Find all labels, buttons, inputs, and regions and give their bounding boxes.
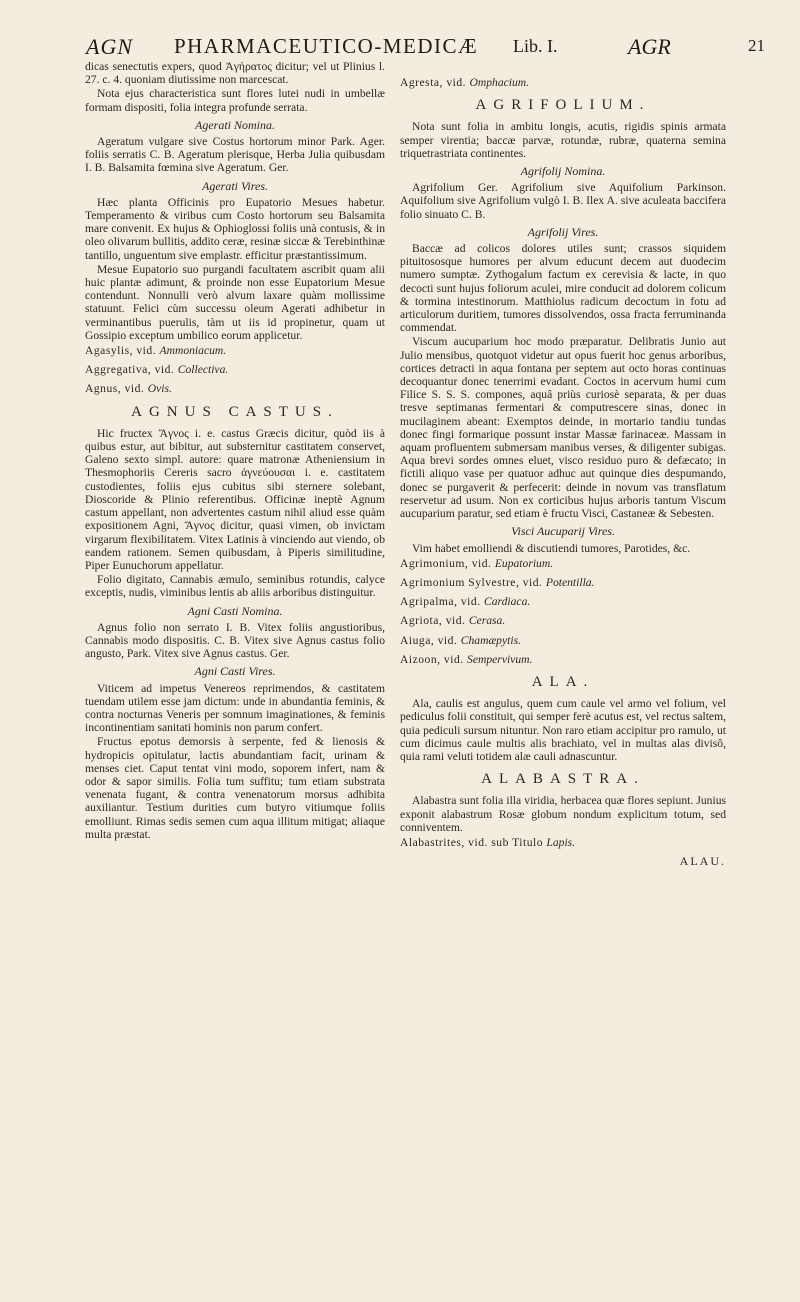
cross-reference <box>400 576 726 589</box>
section-subheading: Visci Aucuparij Vires. <box>511 524 615 539</box>
cross-reference-term: Agrimonium Sylvestre, vid. <box>400 575 543 589</box>
cross-reference <box>85 363 385 376</box>
cross-reference-target: Chamæpytis. <box>460 633 521 647</box>
entry-heading: AGRIFOLIUM. <box>475 97 651 114</box>
cross-reference-target: Ovis. <box>147 382 172 396</box>
paragraph: Folio digitato, Cannabis æmulo, seminibus rotundis, calyce exceptis, nudis, viminibus lentis ab aliis arboribus distinguitur. <box>85 573 385 600</box>
cross-reference <box>400 557 726 570</box>
cross-reference <box>85 382 385 395</box>
page-number: 21 <box>748 36 765 55</box>
cross-reference-term: Agasylis, vid. <box>85 344 157 358</box>
paragraph: Fructus epotus demorsis à serpente, fed & lienosis & hydropicis opitulatur, lactis abundantiam facit, urinam & menses ciet. Caput tentat vini modo, soporem infert, nam & odor & sapor similis. Folia tum suffitu; tum etiam substrata venenata fugant, & contra venenatorum morsus adhibita auxiliantur. Testium durities cum butyro vitiumque foliis emolliunt. Rimas sedis semen cum aqua illitum mitigat; aliaque multa præstat. <box>85 735 385 841</box>
paragraph: Hic fructex Ἄγνος i. e. castus Græcis dicitur, quòd iis à quibus estur, aut bibitur, aut substernitur castitatem conservet, Galeno sexto simpl. autore: quare matronæ Atheniensium in Thesmophoriis Cereris sacro ἀγνεύουσαι i. e. castitatem custodientes, foliis ejus cubitus sibi sternere solebant, Dioscoride & Plinio referentibus. Officinæ ineptè Agnum castum appellant, non advertentes castum nihil aliud esse quàm expositionem Agni, Ἄγνος dicitur, quasi vimen, ob invictam virgarum flexibilitatem. Vitex Latinis à vinciendo aut viendo, ob eandem rationem. Semen quibusdam, à Piperis similitudine, Piper Eunuchorum appellatur. <box>85 426 385 572</box>
paragraph: Ageratum vulgare sive Costus hortorum minor Park. Ager. foliis serratis C. B. Ageratum plerisque, Herba Julia quibusdam I. B. Balsamita fœmina sive Ageratum. Ger. <box>85 135 385 175</box>
paragraph: Vim habet emolliendi & discutiendi tumores, Parotides, &c. <box>412 541 691 555</box>
paragraph: Viscum aucuparium hoc modo præparatur. Delibratis Junio aut Julio mensibus, quotquot videtur aut opus fuerit hoc genus arboribus, cortices detracti in aqua fontana per septem aut octo horas continuas decoquantur donec tenerrimi evadant. Coctos in acervum humi cum Filice S. S. S. compones, aquâ priùs curiosè separata, & per duas tresve septimanas fermentari & computrescere sinas, donec in mucilaginem abeant: Exemptos deinde, in mortario tandiu tundas donec fingi formarique possunt instar Massæ farinaceæ. Massam in aquam profluentem submersam manibus verses, & diligenter subigas. Aqua brevi sordes omnes eluet, visco residuo puro & defæcato; in fictili aliquo vase per quatuor adhuc aut quinque dies despumando, donec se purgaverit & perfecerit: deinde in novum vas transflatum reservetur ad usum. Non ex corticibus hujus arboris tantum Viscum aucuparium paratur, sed etiam è fructu Visci, Castaneæ & Sebesten. <box>400 335 726 521</box>
paragraph: Hæc planta Officinis pro Eupatorio Mesues habetur. Temperamento & viribus cum Costo hortorum seu Balsamita mare convenit. Ex hujus & Ophioglossi foliis unà contusis, & in oleo olivarum bullitis, addito ceræ, resinæ siccæ & Terebinthinæ tantillo, unguentum sive emplastr. efficitur præstantissimum. <box>85 195 385 262</box>
running-header <box>58 34 768 60</box>
cross-reference <box>85 344 385 357</box>
entry-heading: AGNUS CASTUS. <box>131 403 339 420</box>
paragraph: Agnus folio non serrato I. B. Vitex foliis angustioribus, Cannabis modo dispositis. C. B. Vitex sive Agnus castus folio angusto, Park. Vitex sive Agnus castus. Ger. <box>85 620 385 661</box>
cross-reference-term: Aiuga, vid. <box>400 633 458 647</box>
section-subheading: Agni Casti Nomina. <box>187 603 283 618</box>
cross-reference <box>400 653 726 666</box>
paragraph: Nota ejus characteristica sunt flores lutei nudi in umbellæ formam dispositi, folia integra profunde serrata. <box>85 87 385 114</box>
cross-reference-term: Aggregativa, vid. <box>85 363 175 377</box>
cross-reference-term: Agrimonium, vid. <box>400 556 492 570</box>
header-left-catchword: AGN <box>86 34 133 59</box>
paragraph: Mesue Eupatorio suo purgandi facultatem ascribit quam alii huic plantæ adimunt, & proinde non esse Eupatorium Mesue contendunt. Nonnulli verò alvum laxare quàm mollissime statuunt. Felici cùm successu oleum Agerati adhibetur in verminantibus puerulis, tàm ut iis id propinetur, quam ut Gossipio exceptum umbilico eorum applicetur. <box>85 262 385 342</box>
cross-reference-term: Aizoon, vid. <box>400 652 464 666</box>
cross-reference <box>400 76 726 89</box>
paragraph: Viticem ad impetus Venereos reprimendos, & castitatem tuendam utilem esse jam dictum: unde in abundantia feminis, & contra nocturnas Veneris per somnum imaginationes, & feminis incontinentiam sanitati hominis non parum confert. <box>85 681 385 735</box>
cross-reference <box>400 595 726 608</box>
cross-reference <box>400 836 726 849</box>
cross-reference-target: Sempervivum. <box>467 652 533 666</box>
section-subheading: Agerati Vires. <box>202 178 268 193</box>
entry-heading: ALA. <box>531 673 595 690</box>
section-subheading: Agrifolij Vires. <box>527 224 599 239</box>
cross-reference-term: Agripalma, vid. <box>400 595 481 609</box>
cross-reference-target: Cerasa. <box>468 614 506 628</box>
cross-reference-term: Alabastrites, vid. sub Titulo <box>400 835 544 849</box>
cross-reference-term: Agresta, vid. <box>400 76 467 89</box>
paragraph: Ala, caulis est angulus, quem cum caule vel armo vel folium, vel pediculus folii constituit, qui semper ferè acutus est, vel rectus saltem, quia pediculi sursum nituntur. Non raro etiam accipitur pro ramulo, ut cum dicimus caule multis alis brachiato, vel in multas alas divisô, quia rami veluti totidem alæ cauli adnascuntur. <box>400 697 726 763</box>
cross-reference-target: Cardiaca. <box>484 595 531 609</box>
paragraph: dicas senectutis expers, quod Ἀγήρατος dicitur; vel ut Plinius l. 27. c. 4. quoniam diutissime non marcescat. <box>85 60 385 87</box>
entry-heading: ALABASTRA. <box>481 771 645 788</box>
paragraph: Alabastra sunt folia illa viridia, herbacea quæ flores sepiunt. Junius exponit alabastrum Rosæ globum nondum explicitum totum, sed conniventem. <box>400 794 726 834</box>
cross-reference-term: Agriota, vid. <box>400 614 466 628</box>
cross-reference-target: Omphacium. <box>469 76 530 89</box>
paragraph: Agrifolium Ger. Agrifolium sive Aquifolium Parkinson. Aquifolium sive Agrifolium vulgò I. B. Ilex A. sive aculeata baccifera folio sinuato C. B. <box>400 181 726 221</box>
header-book-number: Lib. I. <box>513 36 558 56</box>
cross-reference <box>400 614 726 627</box>
left-column <box>85 60 385 842</box>
header-title: PHARMACEUTICO-MEDICÆ <box>174 34 479 58</box>
cross-reference-target: Ammoniacum. <box>159 344 227 358</box>
section-subheading: Agerati Nomina. <box>195 117 275 132</box>
paragraph: Baccæ ad colicos dolores utiles sunt; crassos siquidem pituitososque humores per alvum educunt decem aut duodecim numero sumptæ. Zythogalum factum ex cerevisia & lacte, in quo decocti sunt hujus foliorum aculei, mire conducit ad dolorem colicum & tormina intestinorum. Matthiolus radicum decoctum in fotu ad articulorum duritiem, tumores dissolvendos, ossa fracta ferruminanda commendat. <box>400 242 726 335</box>
cross-reference <box>400 634 726 647</box>
cross-reference-target: Collectiva. <box>177 363 229 377</box>
cross-reference-term: Agnus, vid. <box>85 382 145 396</box>
section-subheading: Agni Casti Vires. <box>194 664 276 679</box>
catchword: ALAU. <box>679 854 726 869</box>
header-right-catchword: AGR <box>628 34 671 59</box>
cross-reference-target: Eupatorium. <box>494 556 554 570</box>
cross-reference-target: Potentilla. <box>545 575 595 589</box>
section-subheading: Agrifolij Nomina. <box>520 164 606 179</box>
right-column <box>400 74 726 868</box>
paragraph: Nota sunt folia in ambitu longis, acutis, rigidis spinis armata semper virentia; baccæ parvæ, rotundæ, rubræ, quaterna semina triquetrastriata continentes. <box>400 120 726 160</box>
cross-reference-target: Lapis. <box>546 835 576 849</box>
